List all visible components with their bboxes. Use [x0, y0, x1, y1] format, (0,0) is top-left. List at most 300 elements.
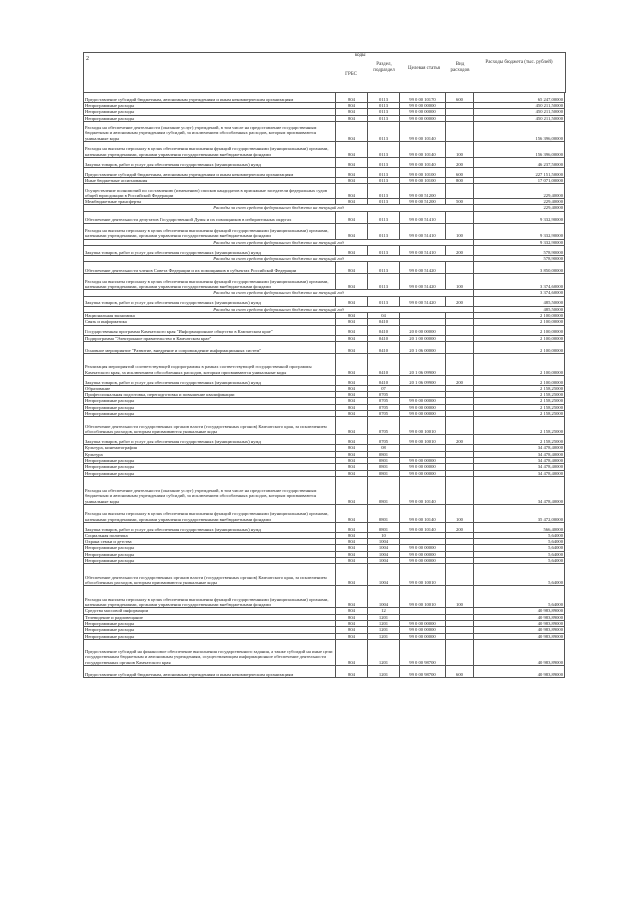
table-row — [84, 417, 565, 435]
row-target: 99 0 00 00000 — [400, 627, 446, 633]
row-amount: 227 151,50000 — [474, 167, 565, 177]
row-vr: 600 — [446, 93, 474, 103]
row-name: Телевидение и радиовещание — [84, 614, 336, 620]
row-section: 0113 — [368, 115, 400, 121]
row-name: Социальная политика — [84, 532, 336, 538]
row-name: Непрограммные расходы — [84, 411, 336, 417]
table-row — [84, 586, 565, 608]
row-vr — [446, 184, 474, 199]
row-vr: 100 — [446, 141, 474, 157]
table-row — [84, 665, 565, 677]
row-section: 0113 — [368, 199, 400, 205]
row-vr — [446, 121, 474, 141]
row-target: 99 0 00 10140 — [400, 141, 446, 157]
row-vr — [446, 353, 474, 375]
row-target: 99 0 00 10140 — [400, 476, 446, 504]
row-name: Национальная экономика — [84, 312, 336, 318]
row-vr — [446, 476, 474, 504]
row-grbs: 804 — [336, 614, 368, 620]
row-vr: 200 — [446, 435, 474, 445]
row-target: 99 0 00 00000 — [400, 464, 446, 470]
row-name: Расходы на выплаты персоналу в целях обеспечения выполнения функций государственными (муниципальными) органами, казенными учреждениями, органами управления государственными внебюджетными фондами — [84, 141, 336, 157]
row-name: Непрограммные расходы — [84, 464, 336, 470]
row-grbs: 804 — [336, 445, 368, 451]
row-amount: 5,64000 — [474, 558, 565, 564]
row-name: Предоставление субсидий на финансовое обеспечение выполнения государственного задания, а также субсидий на иные цели государственным бюджетным и автономным учреждениям, осуществляющим информационное обеспечение деятельности государственных органов Камчатского края — [84, 639, 336, 665]
row-section: 0801 — [368, 464, 400, 470]
row-amount: 5,64000 — [474, 564, 565, 586]
row-section: 0113 — [368, 141, 400, 157]
row-name: Связь и информатика — [84, 319, 336, 325]
row-grbs: 804 — [336, 417, 368, 435]
row-target: 99 0 00 10010 — [400, 586, 446, 608]
row-name: Непрограммные расходы — [84, 633, 336, 639]
row-target: 99 0 00 51200 — [400, 184, 446, 199]
row-vr — [446, 639, 474, 665]
row-name: Межбюджетные трансферты — [84, 199, 336, 205]
row-section: 1004 — [368, 545, 400, 551]
row-grbs: 804 — [336, 558, 368, 564]
row-amount: 3 850,00000 — [474, 262, 565, 274]
row-target: 99 0 00 51420 — [400, 274, 446, 290]
row-grbs: 804 — [336, 504, 368, 522]
row-target: 99 0 00 00000 — [400, 551, 446, 557]
row-name: Непрограммные расходы — [84, 470, 336, 476]
row-name: Закупка товаров, работ и услуг для обеспечения государственных (муниципальных) нужд — [84, 157, 336, 167]
row-amount: 2 158,25000 — [474, 411, 565, 417]
row-amount: 3 374,60000 — [474, 290, 565, 296]
row-target: 99 0 00 51420 — [400, 262, 446, 274]
row-section: 0113 — [368, 93, 400, 103]
row-grbs: 804 — [336, 464, 368, 470]
row-section: 10 — [368, 532, 400, 538]
row-target: 99 0 00 00000 — [400, 620, 446, 626]
row-name: Обеспечение деятельности депутатов Государственной Думы и их помощников в избирательных округах — [84, 211, 336, 223]
row-grbs: 804 — [336, 325, 368, 335]
row-section: 0410 — [368, 341, 400, 353]
row-name: Непрограммные расходы — [84, 115, 336, 121]
row-section: 0113 — [368, 103, 400, 109]
row-amount: 5,64000 — [474, 532, 565, 538]
row-grbs: 804 — [336, 586, 368, 608]
row-section: 0113 — [368, 109, 400, 115]
row-amount: 34 478,40000 — [474, 476, 565, 504]
row-amount: 35 472,00000 — [474, 504, 565, 522]
row-grbs: 804 — [336, 476, 368, 504]
row-name: Расходы на выплаты персоналу в целях обеспечения выполнения функций государственными (муниципальными) органами, казенными учреждениями, органами управления государственными внебюджетными фондами — [84, 504, 336, 522]
row-section: 1201 — [368, 614, 400, 620]
row-target: 99 0 00 00000 — [400, 103, 446, 109]
row-name: Обеспечение деятельности членов Совета Федерации и их помощников в субъектах Российской Федерации — [84, 262, 336, 274]
row-target: 99 0 00 00000 — [400, 109, 446, 115]
row-amount: 2 100,00000 — [474, 312, 565, 318]
row-grbs: 804 — [336, 353, 368, 375]
row-section: 1201 — [368, 639, 400, 665]
row-amount: 485,50000 — [474, 296, 565, 306]
row-grbs: 804 — [336, 545, 368, 551]
row-section: 1201 — [368, 665, 400, 677]
row-name: Закупка товаров, работ и услуг для обеспечения государственных (муниципальных) нужд — [84, 246, 336, 256]
row-section: 0113 — [368, 262, 400, 274]
row-section: 1004 — [368, 564, 400, 586]
row-target: 99 0 00 10100 — [400, 177, 446, 183]
table-row — [84, 435, 565, 445]
row-amount: 156 396,00000 — [474, 141, 565, 157]
row-section: 0410 — [368, 375, 400, 385]
row-name: Охрана семьи и детства — [84, 539, 336, 545]
row-amount: 34 478,40000 — [474, 457, 565, 463]
row-name: Расходы на выплаты персоналу в целях обеспечения выполнения функций государственными (муниципальными) органами, казенными учреждениями, органами управления государственными внебюджетными фондами — [84, 223, 336, 239]
row-vr: 200 — [446, 375, 474, 385]
row-target: 99 0 00 51420 — [400, 296, 446, 306]
row-amount: 2 100,00000 — [474, 325, 565, 335]
row-grbs: 804 — [336, 392, 368, 398]
row-amount: 2 158,25000 — [474, 392, 565, 398]
row-section: 0410 — [368, 319, 400, 325]
row-grbs: 804 — [336, 223, 368, 239]
row-section: 0410 — [368, 325, 400, 335]
row-name: Расходы на выплаты персоналу в целях обеспечения выполнения функций государственными (муниципальными) органами, казенными учреждениями, органами управления государственными внебюджетными фондами — [84, 274, 336, 290]
row-section: 0113 — [368, 157, 400, 167]
row-name: Расходы на обеспечение деятельности (оказание услуг) учреждений, в том числе на предоставление государственным бюджетным и автономным учреждениям субсидий, за исключением обособленных расходов, которым присваиваются уникальные коды — [84, 121, 336, 141]
row-name: Непрограммные расходы — [84, 457, 336, 463]
row-vr — [446, 417, 474, 435]
row-section: 0705 — [368, 417, 400, 435]
row-grbs: 804 — [336, 103, 368, 109]
row-target: 20 0 00 00000 — [400, 325, 446, 335]
row-target: 99 0 00 00000 — [400, 633, 446, 639]
row-grbs: 804 — [336, 211, 368, 223]
row-name: Расходы на выплаты персоналу в целях обеспечения выполнения функций государственными (муниципальными) органами, казенными учреждениями, органами управления государственными внебюджетными фондами — [84, 586, 336, 608]
row-name: Подпрограмма "Электронное правительство в Камчатском крае" — [84, 335, 336, 341]
row-target: 20 1 06 09900 — [400, 375, 446, 385]
row-amount: 2 100,00000 — [474, 335, 565, 341]
row-grbs: 804 — [336, 319, 368, 325]
row-section: 0410 — [368, 335, 400, 341]
row-section: 0801 — [368, 451, 400, 457]
row-target: 99 0 00 51410 — [400, 246, 446, 256]
row-name: Непрограммные расходы — [84, 620, 336, 626]
row-target: 99 0 00 00000 — [400, 411, 446, 417]
row-amount: 40 983,89000 — [474, 627, 565, 633]
row-name: Культура, кинематография — [84, 445, 336, 451]
row-target: 99 0 00 00000 — [400, 457, 446, 463]
row-section: 0113 — [368, 211, 400, 223]
row-note: Расходы за счет средств федерального бюджета на текущий год — [84, 290, 474, 296]
row-amount: 156 396,00000 — [474, 121, 565, 141]
row-target: 99 0 00 10010 — [400, 564, 446, 586]
row-name: Непрограммные расходы — [84, 558, 336, 564]
table-row — [84, 141, 565, 157]
row-amount: 2 100,00000 — [474, 375, 565, 385]
row-name: Обеспечение деятельности государственных органов власти (государственных органов) Камчатского края, за исключением обособленных расходов, которым присваиваются уникальные коды — [84, 417, 336, 435]
row-vr: 200 — [446, 296, 474, 306]
row-grbs: 804 — [336, 246, 368, 256]
row-grbs: 804 — [336, 522, 368, 532]
row-target: 99 0 00 00000 — [400, 115, 446, 121]
row-note: Расходы за счет средств федерального бюджета на текущий год — [84, 205, 474, 211]
row-amount: 5,64000 — [474, 551, 565, 557]
row-name: Иные бюджетные ассигнования — [84, 177, 336, 183]
row-grbs: 804 — [336, 451, 368, 457]
table-row — [84, 353, 565, 375]
row-section: 08 — [368, 445, 400, 451]
row-amount: 17 071,00000 — [474, 177, 565, 183]
row-grbs: 804 — [336, 411, 368, 417]
row-vr: 200 — [446, 522, 474, 532]
row-amount: 5,64000 — [474, 539, 565, 545]
row-grbs: 804 — [336, 335, 368, 341]
header-section: Раздел, подраздел — [373, 62, 395, 73]
row-section: 0113 — [368, 296, 400, 306]
row-name: Образование — [84, 385, 336, 391]
row-amount: 578,90000 — [474, 246, 565, 256]
row-vr: 800 — [446, 177, 474, 183]
row-name: Непрограммные расходы — [84, 103, 336, 109]
row-amount: 5,64000 — [474, 545, 565, 551]
page-marker: 2 — [86, 56, 89, 62]
header-amount: Расходы бюджета (тыс. рублей) — [485, 60, 553, 65]
table-row — [84, 375, 565, 385]
row-grbs: 804 — [336, 157, 368, 167]
row-target: 99 0 00 10010 — [400, 417, 446, 435]
table-row — [84, 184, 565, 199]
row-name: Закупка товаров, работ и услуг для обеспечения государственных (муниципальных) нужд — [84, 296, 336, 306]
row-amount: 485,50000 — [474, 306, 565, 312]
table-row — [84, 121, 565, 141]
budget-table — [83, 92, 565, 678]
row-amount: 34 478,40000 — [474, 464, 565, 470]
row-section: 1201 — [368, 620, 400, 626]
row-section: 0113 — [368, 121, 400, 141]
row-grbs: 804 — [336, 435, 368, 445]
row-vr: 600 — [446, 665, 474, 677]
row-grbs: 804 — [336, 312, 368, 318]
row-name: Основное мероприятие "Развитие, внедрение и сопровождение информационных систем" — [84, 341, 336, 353]
row-section: 0410 — [368, 353, 400, 375]
row-grbs: 804 — [336, 665, 368, 677]
row-section: 1004 — [368, 586, 400, 608]
row-amount: 65 247,00000 — [474, 93, 565, 103]
row-target: 99 0 00 00000 — [400, 404, 446, 410]
row-section: 0113 — [368, 246, 400, 256]
row-target: 99 0 00 51200 — [400, 199, 446, 205]
row-grbs: 804 — [336, 184, 368, 199]
row-grbs: 804 — [336, 633, 368, 639]
row-vr: 100 — [446, 274, 474, 290]
row-amount: 2 100,00000 — [474, 319, 565, 325]
row-section: 0705 — [368, 392, 400, 398]
row-grbs: 804 — [336, 457, 368, 463]
row-target: 20 1 00 00000 — [400, 335, 446, 341]
row-name: Профессиональная подготовка, переподготовка и повышение квалификации — [84, 392, 336, 398]
row-vr — [446, 325, 474, 335]
table-row — [84, 564, 565, 586]
row-section: 1004 — [368, 539, 400, 545]
row-amount: 40 983,89000 — [474, 614, 565, 620]
row-grbs: 804 — [336, 620, 368, 626]
row-name: Непрограммные расходы — [84, 551, 336, 557]
row-amount: 2 158,25000 — [474, 417, 565, 435]
row-amount: 2 158,25000 — [474, 398, 565, 404]
row-section: 0113 — [368, 274, 400, 290]
row-vr — [446, 341, 474, 353]
row-amount: 46 237,50000 — [474, 157, 565, 167]
row-amount: 5,64000 — [474, 586, 565, 608]
row-name: Государственная программа Камчатского края "Информационное общество в Камчатском крае" — [84, 325, 336, 335]
row-amount: 566,40000 — [474, 522, 565, 532]
row-section: 0705 — [368, 404, 400, 410]
table-row — [84, 246, 565, 256]
row-section: 0801 — [368, 476, 400, 504]
row-amount: 9 332,90000 — [474, 239, 565, 245]
row-section: 1004 — [368, 551, 400, 557]
table-header — [83, 52, 566, 93]
row-section: 07 — [368, 385, 400, 391]
table-row — [84, 223, 565, 239]
row-grbs: 804 — [336, 199, 368, 205]
row-vr — [446, 564, 474, 586]
row-name: Закупка товаров, работ и услуг для обеспечения государственных (муниципальных) нужд — [84, 435, 336, 445]
table-row — [84, 296, 565, 306]
row-grbs: 804 — [336, 375, 368, 385]
row-amount: 229,40000 — [474, 184, 565, 199]
row-name: Непрограммные расходы — [84, 627, 336, 633]
row-section: 12 — [368, 608, 400, 614]
row-grbs: 804 — [336, 296, 368, 306]
row-target: 20 1 06 00000 — [400, 341, 446, 353]
row-target: 99 0 00 00000 — [400, 470, 446, 476]
row-name: Непрограммные расходы — [84, 545, 336, 551]
table-row — [84, 211, 565, 223]
row-name: Закупка товаров, работ и услуг для обеспечения государственных (муниципальных) нужд — [84, 522, 336, 532]
table-row — [84, 262, 565, 274]
row-name: Непрограммные расходы — [84, 398, 336, 404]
row-amount: 2 100,00000 — [474, 353, 565, 375]
row-target: 99 0 00 10140 — [400, 504, 446, 522]
row-name: Реализация мероприятий соответствующей подпрограммы в рамках соответствующей государственной программы Камчатского края, за исключением обособленных расходов, которым присваиваются уникальные коды — [84, 353, 336, 375]
row-target: 99 0 00 51410 — [400, 223, 446, 239]
row-grbs: 804 — [336, 341, 368, 353]
row-section: 0801 — [368, 504, 400, 522]
row-amount: 40 983,89000 — [474, 608, 565, 614]
row-name: Культура — [84, 451, 336, 457]
header-grbs: ГРБС — [345, 72, 357, 77]
row-name: Закупка товаров, работ и услуг для обеспечения государственных (муниципальных) нужд — [84, 375, 336, 385]
row-amount: 450 211,50000 — [474, 103, 565, 109]
row-vr — [446, 262, 474, 274]
row-target: 99 0 00 98700 — [400, 639, 446, 665]
row-name: Расходы на обеспечение деятельности (оказание услуг) учреждений, в том числе на предоставление государственным бюджетным и автономным учреждениям субсидий, за исключением обособленных расходов, которым присваиваются уникальные коды — [84, 476, 336, 504]
row-name: Непрограммные расходы — [84, 109, 336, 115]
table-row — [84, 341, 565, 353]
row-amount: 34 478,40000 — [474, 445, 565, 451]
table-row — [84, 639, 565, 665]
row-target: 99 0 00 10140 — [400, 157, 446, 167]
row-target: 20 1 06 09900 — [400, 353, 446, 375]
row-grbs: 804 — [336, 470, 368, 476]
row-amount: 450 211,50000 — [474, 115, 565, 121]
table-row — [84, 476, 565, 504]
row-target: 99 0 00 10010 — [400, 435, 446, 445]
row-amount: 40 983,89000 — [474, 665, 565, 677]
row-section: 0705 — [368, 411, 400, 417]
row-name: Осуществление полномочий по составлению (изменению) списков кандидатов в присяжные заседатели федеральных судов общей юрисдикции в Российской Федерации — [84, 184, 336, 199]
row-vr: 100 — [446, 504, 474, 522]
row-target: 99 0 00 10100 — [400, 167, 446, 177]
row-vr — [446, 211, 474, 223]
row-target: 99 0 00 00000 — [400, 398, 446, 404]
row-grbs: 804 — [336, 115, 368, 121]
row-grbs: 804 — [336, 109, 368, 115]
table-row — [84, 93, 565, 103]
table-row — [84, 504, 565, 522]
table-row — [84, 167, 565, 177]
row-target: 99 0 00 00000 — [400, 545, 446, 551]
row-name: Предоставление субсидий бюджетным, автономным учреждениям и иным некоммерческим организациям — [84, 665, 336, 677]
row-vr: 200 — [446, 246, 474, 256]
row-target: 99 0 00 51410 — [400, 211, 446, 223]
row-grbs: 804 — [336, 532, 368, 538]
row-grbs: 804 — [336, 121, 368, 141]
row-section: 0705 — [368, 398, 400, 404]
row-section: 04 — [368, 312, 400, 318]
row-name: Непрограммные расходы — [84, 404, 336, 410]
row-amount: 9 332,90000 — [474, 223, 565, 239]
row-section: 0705 — [368, 435, 400, 445]
row-grbs: 804 — [336, 262, 368, 274]
header-target: Целевая статья — [408, 66, 440, 71]
row-amount: 229,40000 — [474, 199, 565, 205]
row-grbs: 804 — [336, 141, 368, 157]
row-vr: 600 — [446, 167, 474, 177]
row-target: 99 0 00 98700 — [400, 665, 446, 677]
row-amount: 40 983,89000 — [474, 620, 565, 626]
row-section: 0113 — [368, 223, 400, 239]
row-vr: 500 — [446, 199, 474, 205]
row-amount: 2 158,25000 — [474, 404, 565, 410]
row-grbs: 804 — [336, 608, 368, 614]
row-vr: 200 — [446, 157, 474, 167]
row-section: 0113 — [368, 167, 400, 177]
row-amount: 9 332,90000 — [474, 211, 565, 223]
row-section: 0801 — [368, 522, 400, 532]
row-grbs: 804 — [336, 404, 368, 410]
row-name: Обеспечение деятельности государственных органов власти (государственных органов) Камчатского края, за исключением обособленных расходов, которым присваиваются уникальные коды — [84, 564, 336, 586]
row-name: Средства массовой информации — [84, 608, 336, 614]
row-section: 0801 — [368, 457, 400, 463]
row-grbs: 804 — [336, 551, 368, 557]
table-row — [84, 522, 565, 532]
header-vr: Вид расходов — [450, 62, 470, 73]
row-grbs: 804 — [336, 539, 368, 545]
row-grbs: 804 — [336, 639, 368, 665]
row-section: 0113 — [368, 184, 400, 199]
row-vr: 100 — [446, 223, 474, 239]
row-amount: 2 158,25000 — [474, 385, 565, 391]
row-grbs: 804 — [336, 385, 368, 391]
row-amount: 34 478,40000 — [474, 470, 565, 476]
row-amount: 2 158,25000 — [474, 435, 565, 445]
row-note: Расходы за счет средств федерального бюджета на текущий год — [84, 306, 474, 312]
row-name: Предоставление субсидий бюджетным, автономным учреждениям и иным некоммерческим организациям — [84, 167, 336, 177]
table-row — [84, 274, 565, 290]
row-section: 1201 — [368, 633, 400, 639]
row-section: 0801 — [368, 470, 400, 476]
row-target: 99 0 00 10140 — [400, 522, 446, 532]
table-row — [84, 157, 565, 167]
row-target: 99 0 00 00000 — [400, 558, 446, 564]
